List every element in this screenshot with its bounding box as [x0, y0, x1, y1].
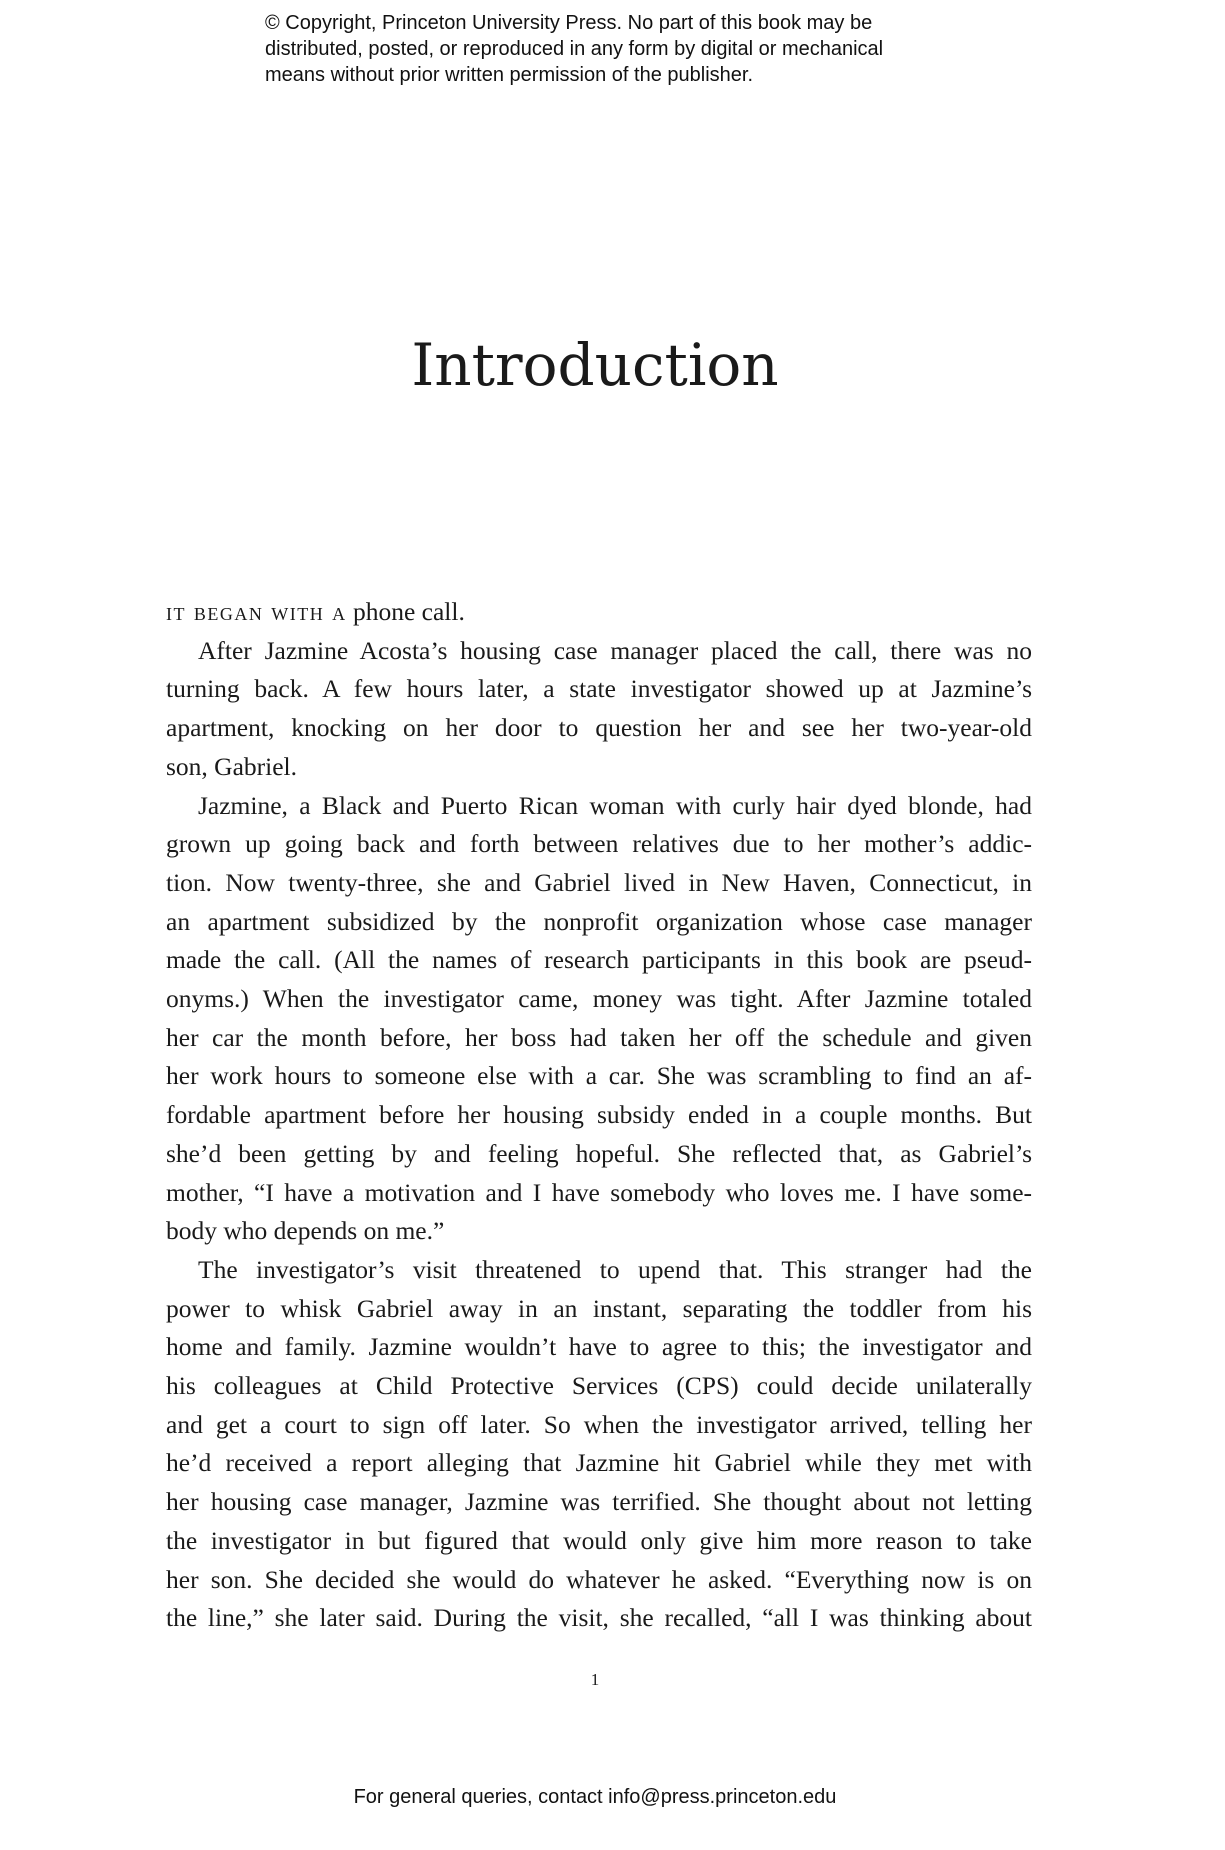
text-line: fordable apartment before her housing subsidy ended in a couple months. But	[166, 1100, 1032, 1130]
text-line: grown up going back and forth between relatives due to her mother’s addic-	[166, 829, 1032, 859]
opening-rest: phone call.	[346, 597, 465, 626]
text-line: The investigator’s visit threatened to upend that. This stranger had the	[198, 1254, 1032, 1284]
copyright-notice	[265, 10, 985, 88]
text-line: and get a court to sign off later. So when the investigator arrived, telling her	[166, 1409, 1032, 1439]
chapter-title: Introduction	[411, 331, 779, 399]
text-line: the line,” she later said. During the visit, she recalled, “all I was thinking about	[166, 1603, 1032, 1633]
text-line: his colleagues at Child Protective Services (CPS) could decide unilaterally	[166, 1371, 1032, 1401]
text-line: the investigator in but figured that would only give him more reason to take	[166, 1525, 1032, 1555]
text-line: her son. She decided she would do whatever he asked. “Everything now is on	[166, 1564, 1032, 1594]
copyright-line: distributed, posted, or reproduced in any form by digital or mechanical	[265, 38, 884, 60]
body-text	[166, 593, 1032, 1638]
page-number: 1	[590, 1670, 600, 1689]
text-line: turning back. A few hours later, a state investigator showed up at Jazmine’s	[166, 674, 1032, 704]
text-line: body who depends on me.”	[166, 1216, 445, 1246]
text-line: After Jazmine Acosta’s housing case manager placed the call, there was no	[198, 635, 1032, 665]
text-line: her housing case manager, Jazmine was terrified. She thought about not letting	[166, 1487, 1032, 1517]
text-line: made the call. (All the names of research participants in this book are pseud-	[166, 945, 1032, 975]
copyright-line: means without prior written permission of the publisher.	[265, 64, 754, 86]
text-line: son, Gabriel.	[166, 751, 298, 781]
text-line: her work hours to someone else with a car. She was scrambling to find an af-	[166, 1061, 1032, 1091]
text-line: tion. Now twenty-three, she and Gabriel lived in New Haven, Connecticut, in	[166, 867, 1032, 897]
text-line: an apartment subsidized by the nonprofit organization whose case manager	[166, 906, 1032, 936]
text-line	[166, 593, 1032, 632]
text-line: Jazmine, a Black and Puerto Rican woman with curly hair dyed blonde, had	[198, 790, 1032, 820]
copyright-line: © Copyright, Princeton University Press. No part of this book may be	[265, 12, 873, 34]
text-line: onyms.) When the investigator came, money was tight. After Jazmine totaled	[166, 984, 1032, 1014]
text-line: power to whisk Gabriel away in an instant, separating the toddler from his	[166, 1293, 1032, 1323]
contact-footer: For general queries, contact info@press.princeton.edu	[353, 1786, 837, 1808]
text-line: he’d received a report alleging that Jazmine hit Gabriel while they met with	[166, 1448, 1032, 1478]
text-line: her car the month before, her boss had taken her off the schedule and given	[166, 1022, 1032, 1052]
opening-smallcaps: it began with a	[166, 597, 347, 626]
text-line: she’d been getting by and feeling hopeful. She reflected that, as Gabriel’s	[166, 1138, 1032, 1168]
text-line: mother, “I have a motivation and I have somebody who loves me. I have some-	[166, 1177, 1032, 1207]
text-line: apartment, knocking on her door to question her and see her two-year-old	[166, 713, 1032, 743]
text-line: home and family. Jazmine wouldn’t have to agree to this; the investigator and	[166, 1332, 1032, 1362]
